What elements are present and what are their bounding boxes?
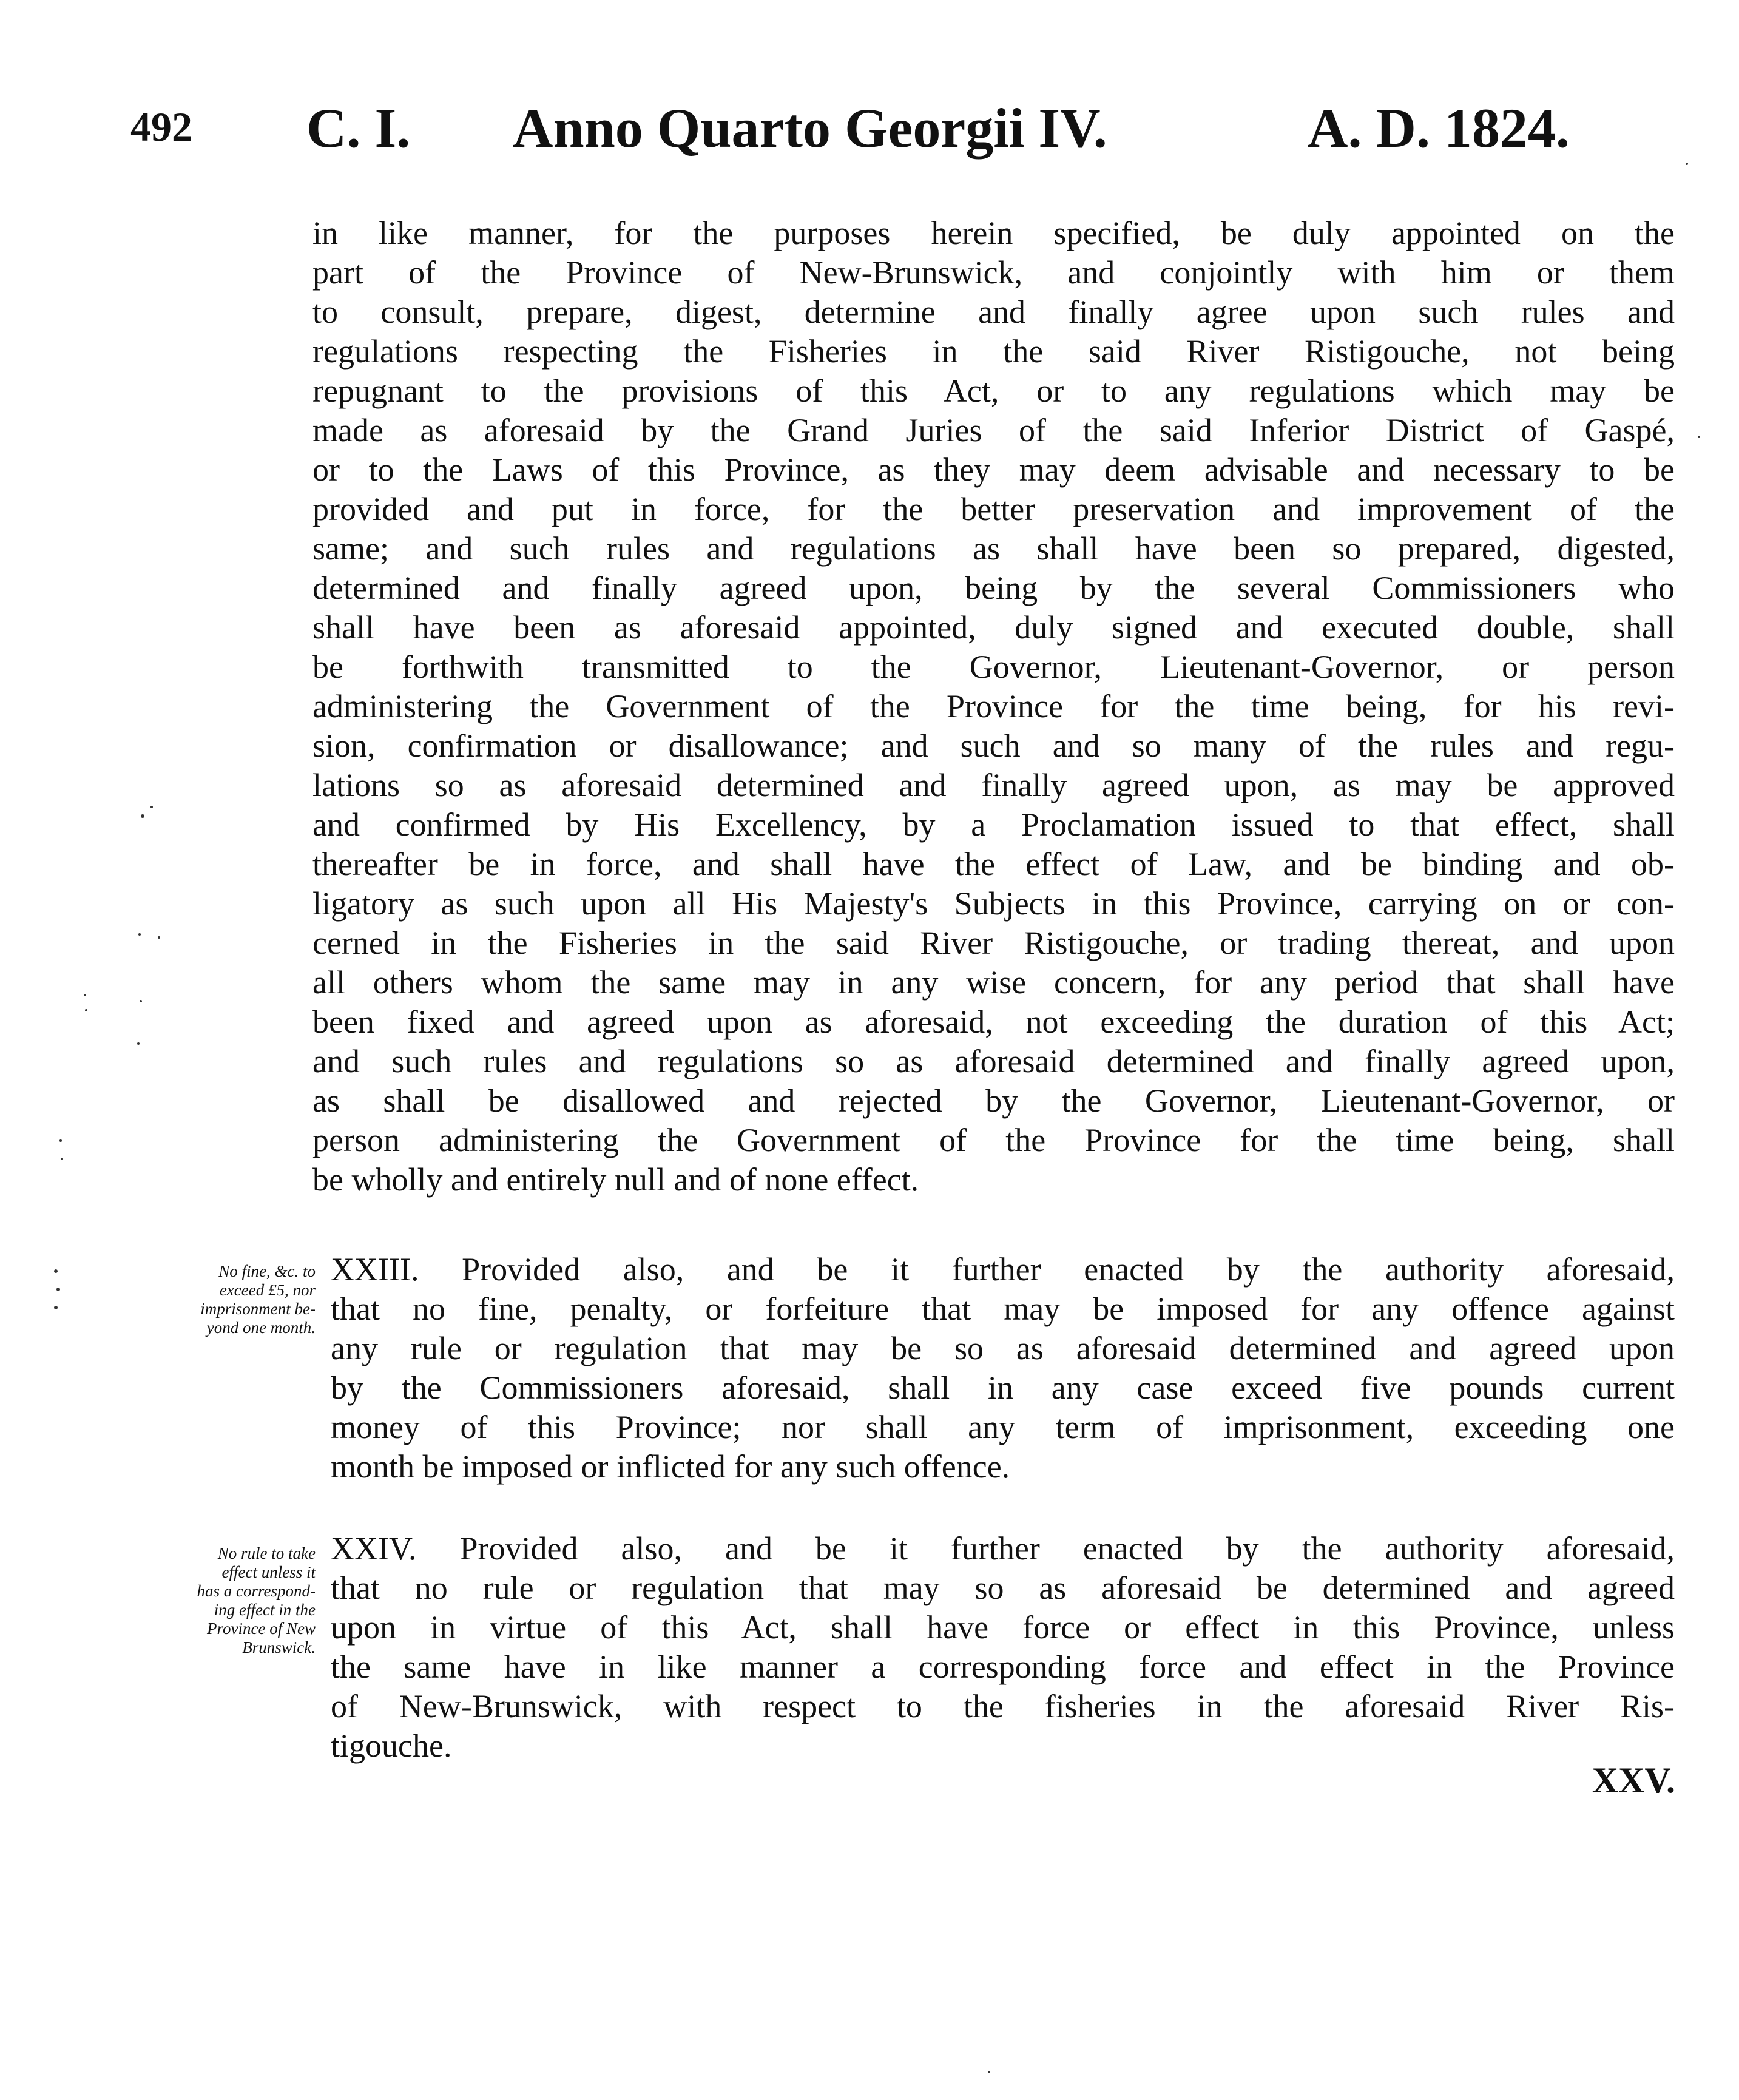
section-xxiv [331,1529,1675,1766]
margin-note-line: exceed £5, nor [219,1281,316,1299]
speck [54,1306,58,1309]
speck [56,1288,60,1291]
text-line: money of this Province; nor shall any term of imprisonment, exceeding one [331,1409,1675,1445]
text-line: all others whom the same may in any wise concern, for any period that shall have [312,964,1675,1001]
text-line: XXIII. Provided also, and be it further enacted by the authority aforesaid, [331,1251,1675,1288]
margin-note-line: ing effect in the [214,1601,316,1619]
text-line: in like manner, for the purposes herein specified, be duly appointed on the [312,215,1675,251]
text-line: XXIV. Provided also, and be it further enacted by the authority aforesaid, [331,1530,1675,1567]
margin-note-line: Province of New [207,1619,316,1638]
text-line: ligatory as such upon all His Majesty's Subjects in this Province, carrying on or con- [312,885,1675,922]
text-line: by the Commissioners aforesaid, shall in any case exceed five pounds current [331,1369,1675,1406]
speck [54,1269,58,1273]
speck [140,1000,142,1002]
text-line: made as aforesaid by the Grand Juries of the said Inferior District of Gaspé, [312,412,1675,448]
text-line: any rule or regulation that may be so as aforesaid determined and agreed upon [331,1330,1675,1366]
continuation-paragraph [312,214,1675,1200]
margin-note-line: has a correspond- [197,1582,316,1600]
speck [141,814,144,818]
page-number: 492 [130,104,192,150]
text-line: that no fine, penalty, or forfeiture that may be imposed for any offence against [331,1291,1675,1327]
catchword: XXV. [1592,1760,1675,1800]
section-xxiii [331,1250,1675,1487]
text-line: same; and such rules and regulations as shall have been so prepared, digested, [312,530,1675,567]
speck [1698,436,1700,438]
text-line: cerned in the Fisheries in the said River Ristigouche, or trading thereat, and upon [312,925,1675,961]
speck [137,1042,140,1045]
text-line: be wholly and entirely null and of none effect. [312,1161,919,1198]
speck [85,1009,87,1011]
margin-note-line: No rule to take [217,1544,316,1562]
margin-note-line: yond one month. [206,1318,316,1337]
text-line: sion, confirmation or disallowance; and such and so many of the rules and regu- [312,728,1675,764]
text-line: and such rules and regulations so as aforesaid determined and finally agreed upon, [312,1043,1675,1079]
text-line: upon in virtue of this Act, shall have force or effect in this Province, unless [331,1609,1675,1646]
speck [59,1139,62,1142]
margin-note-line: No fine, &c. to [218,1262,316,1280]
text-line: administering the Government of the Province for the time being, for his revi- [312,688,1675,724]
speck [988,2071,990,2073]
chapter-label: C. I. [306,97,411,159]
text-line: to consult, prepare, digest, determine and finally agree upon such rules and [312,294,1675,330]
margin-note-xxiii [133,1262,316,1337]
margin-note-line: effect unless it [221,1563,316,1581]
speck [150,806,153,808]
speck [61,1158,63,1160]
text-line: thereafter be in force, and shall have the effect of Law, and be binding and ob- [312,846,1675,882]
speck [158,936,160,939]
text-line: determined and finally agreed upon, being by the several Commissioners who [312,570,1675,606]
running-title: Anno Quarto Georgii IV. [513,97,1107,159]
text-line: of New-Brunswick, with respect to the fisheries in the aforesaid River Ris- [331,1688,1675,1724]
text-line: tigouche. [331,1727,452,1764]
speck [84,994,86,996]
text-line: person administering the Government of the Province for the time being, shall [312,1122,1675,1158]
text-line: month be imposed or inflicted for any such offence. [331,1448,1010,1485]
text-line: and confirmed by His Excellency, by a Proclamation issued to that effect, shall [312,806,1675,843]
page-header [0,91,1739,176]
text-line: regulations respecting the Fisheries in the said River Ristigouche, not being [312,333,1675,370]
speck [138,933,141,936]
year-label: A. D. 1824. [1308,97,1570,159]
margin-note-line: Brunswick. [242,1638,316,1656]
text-line: that no rule or regulation that may so as aforesaid be determined and agreed [331,1570,1675,1606]
text-line: shall have been as aforesaid appointed, duly signed and executed double, shall [312,609,1675,646]
text-line: part of the Province of New-Brunswick, and conjointly with him or them [312,254,1675,291]
text-line: lations so as aforesaid determined and finally agreed upon, as may be approved [312,767,1675,803]
text-line: provided and put in force, for the better preservation and improvement of the [312,491,1675,527]
text-line: or to the Laws of this Province, as they may deem advisable and necessary to be [312,451,1675,488]
text-line: been fixed and agreed upon as aforesaid, not exceeding the duration of this Act; [312,1004,1675,1040]
margin-note-line: imprisonment be- [200,1300,316,1318]
text-line: the same have in like manner a corresponding force and effect in the Province [331,1649,1675,1685]
text-line: be forthwith transmitted to the Governor, Lieutenant-Governor, or person [312,649,1675,685]
text-line: repugnant to the provisions of this Act, or to any regulations which may be [312,373,1675,409]
margin-note-xxiv [133,1544,316,1657]
text-line: as shall be disallowed and rejected by the Governor, Lieutenant-Governor, or [312,1082,1675,1119]
